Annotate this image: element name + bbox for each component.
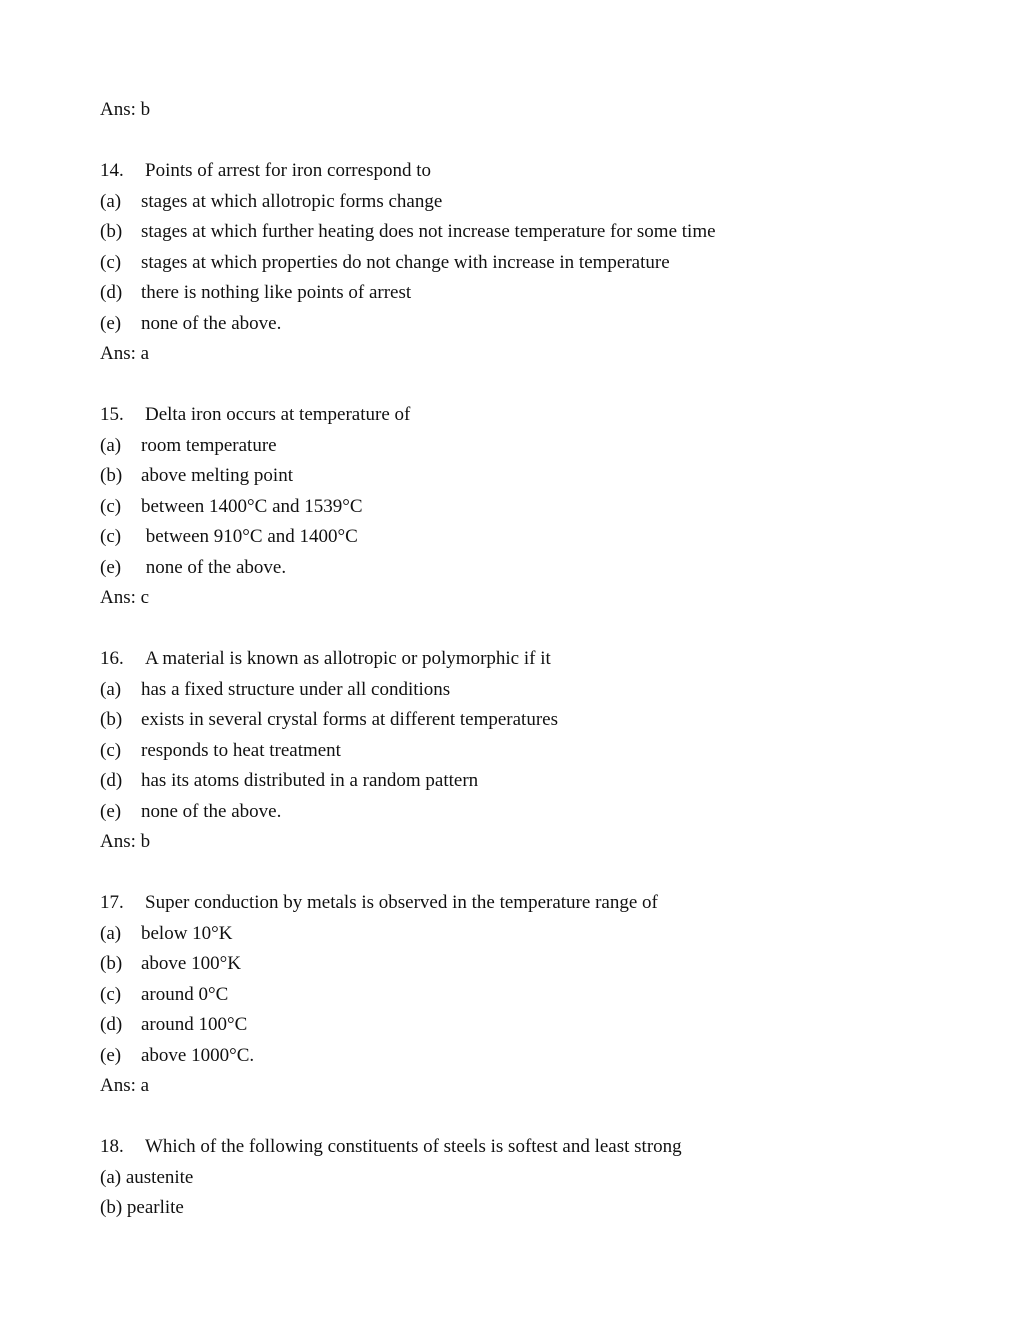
option-label: (c)	[100, 739, 122, 761]
option-label: (c)	[100, 526, 122, 547]
option-text: above melting point	[141, 465, 293, 486]
option-label: (a)	[100, 434, 122, 456]
option	[100, 522, 940, 553]
option-label: (e)	[100, 556, 122, 578]
previous-answer: Ans: b	[100, 99, 151, 120]
option-label: (c)	[100, 983, 122, 1005]
option-text: has a fixed structure under all conditions	[141, 678, 451, 700]
spacer	[100, 858, 940, 889]
option-label: (c)	[100, 251, 122, 273]
option	[100, 766, 940, 797]
question-number: 16.	[100, 648, 124, 669]
option	[100, 248, 940, 279]
question-14	[100, 156, 940, 187]
option-text: stages at which further heating does not increase temperature for some time	[141, 221, 716, 242]
spacer	[100, 370, 940, 401]
option-text: above 1000°C.	[141, 1044, 255, 1066]
option	[100, 919, 940, 950]
option	[100, 278, 940, 309]
option-label: (b)	[100, 709, 123, 730]
question-number: 15.	[100, 404, 124, 425]
option	[100, 1041, 940, 1072]
question-text: Super conduction by metals is observed in the temperature range of	[145, 892, 658, 913]
option-label: (e)	[100, 1044, 122, 1066]
option-label: (e)	[100, 800, 122, 822]
spacer	[100, 1102, 940, 1133]
option	[100, 461, 940, 492]
answer: Ans: b	[100, 831, 151, 852]
option-label: (a)	[100, 678, 122, 700]
question-15	[100, 400, 940, 431]
question-number: 17.	[100, 892, 124, 913]
option	[100, 309, 940, 340]
option-text: exists in several crystal forms at different temperatures	[141, 709, 558, 730]
option	[100, 675, 940, 706]
document-page	[100, 95, 940, 1224]
option	[100, 1010, 940, 1041]
option-text: between 1400°C and 1539°C	[141, 495, 363, 517]
option-label: (e)	[100, 312, 122, 334]
option-label: (b)	[100, 465, 123, 486]
option-label: (a)	[100, 922, 122, 944]
question-number: 14.	[100, 160, 124, 181]
option-label: (d)	[100, 770, 123, 791]
option-label: (d)	[100, 1014, 123, 1035]
question-text: Points of arrest for iron correspond to	[145, 160, 431, 181]
option-text: room temperature	[141, 434, 277, 456]
option-text: between 910°C and 1400°C	[141, 526, 358, 547]
option: (b) pearlite	[100, 1197, 184, 1218]
question-text: Which of the following constituents of steels is softest and least strong	[145, 1136, 682, 1157]
option-text: above 100°K	[141, 953, 241, 974]
option-text: stages at which allotropic forms change	[141, 190, 443, 212]
option-text: none of the above.	[141, 800, 282, 822]
option	[100, 949, 940, 980]
option-text: around 0°C	[141, 983, 229, 1005]
option-text: there is nothing like points of arrest	[141, 282, 412, 303]
answer: Ans: a	[100, 343, 150, 364]
option-text: responds to heat treatment	[141, 739, 341, 761]
question-text: A material is known as allotropic or polymorphic if it	[145, 648, 551, 669]
option-text: none of the above.	[141, 312, 282, 334]
option-text: has its atoms distributed in a random pattern	[141, 770, 479, 791]
option	[100, 736, 940, 767]
option-label: (c)	[100, 495, 122, 517]
question-text: Delta iron occurs at temperature of	[145, 404, 411, 425]
option-text: stages at which properties do not change with increase in temperature	[141, 251, 670, 273]
option-label: (d)	[100, 282, 123, 303]
option	[100, 980, 940, 1011]
spacer	[100, 614, 940, 645]
option	[100, 705, 940, 736]
question-16	[100, 644, 940, 675]
option-label: (b)	[100, 953, 123, 974]
option	[100, 797, 940, 828]
spacer	[100, 126, 940, 157]
option-text: below 10°K	[141, 922, 233, 944]
option	[100, 553, 940, 584]
answer: Ans: a	[100, 1075, 150, 1096]
option-label: (a)	[100, 190, 122, 212]
question-number: 18.	[100, 1136, 124, 1157]
option: (a) austenite	[100, 1166, 194, 1188]
answer: Ans: c	[100, 587, 150, 608]
option	[100, 217, 940, 248]
question-18	[100, 1132, 940, 1163]
option	[100, 492, 940, 523]
option	[100, 431, 940, 462]
question-17	[100, 888, 940, 919]
option-text: none of the above.	[141, 556, 287, 578]
option	[100, 187, 940, 218]
option-label: (b)	[100, 221, 123, 242]
option-text: around 100°C	[141, 1014, 248, 1035]
